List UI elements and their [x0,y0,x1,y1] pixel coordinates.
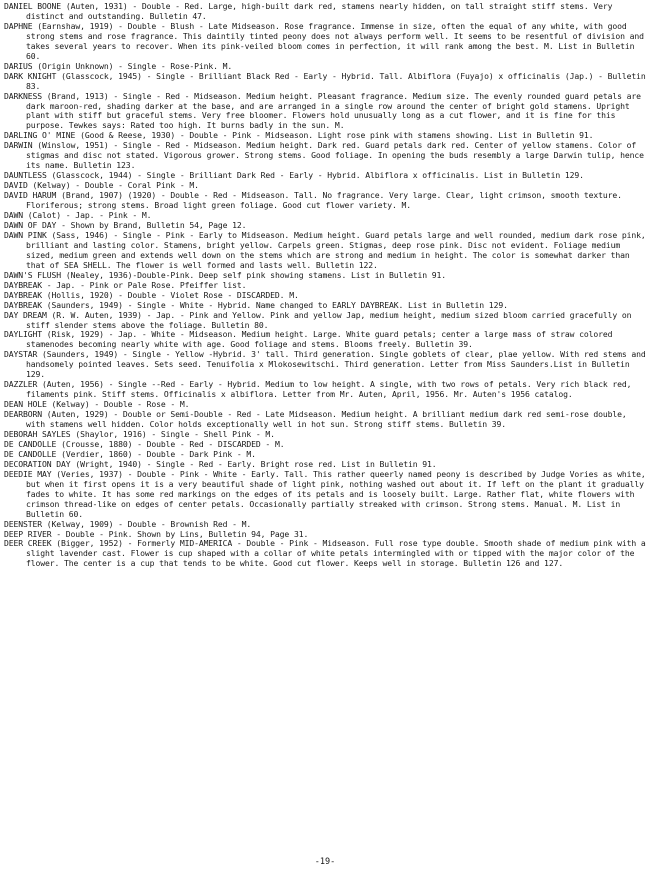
entry-description: (Auten, 1931) - Double - Red. Large, high-built dark red, stamens nearly hidden, on tall straight stiff stems. Very distinct and outstanding. Bulletin 47. [26,1,613,21]
entry-description: (Calot) - Jap. - Pink - M. [27,210,152,221]
peony-entry [4,410,646,430]
cultivar-name: DAVID HARUM [4,190,57,201]
entry-description: (Bigger, 1952) - Formerly MID-AMERICA - Double - Pink - Midseason. Full rose type double. Smooth shade of medium pink with a slight lavender cast. Flower is cup shaped with a collar of white petals intermingled with or tipped with the major color of the flower. The center is a cup that tends to be white. Good cut flower. Keeps well in storage. Bulletin 126 and 127. [26,538,646,569]
peony-entry [4,539,646,569]
entry-description: (Earnshaw, 1919) - Double - Blush - Late Midseason. Rose fragrance. Immense in size, often the equal of any white, with good strong stems and rose fragrance. This daintily tinted peony does not always perform well. It seems to be resentful of division and takes several years to recover. When its pink-veiled bloom comes in perfection, it will rank among the best. M. List in Bulletin 60. [26,20,644,61]
peony-entry [4,380,646,400]
peony-entry [4,2,646,22]
cultivar-name: DAWN [4,210,24,221]
entry-description: (Auten, 1956) - Single --Red - Early - Hybrid. Medium to low height. A single, with two rows of petals. Very rich black red, filaments pink. Stiff stems. Officinalis x albiflora. Letter from Mr. Auten, April, 1956. Mr. Auten's 1956 catalog. [26,379,632,400]
cultivar-name: DEEDIE MAY [4,468,52,479]
entry-description: (Hollis, 1920) - Double - Violet Rose - DISCARDED. M. [46,289,299,300]
cultivar-name: DAUNTLESS [4,170,47,181]
cultivar-name: DAVID [4,180,28,191]
entry-description: - Shown by Brand, Bulletin 54, Page 12. [61,219,247,230]
entry-description: (Auten, 1929) - Double or Semi-Double - Red - Late Midseason. Medium height. A brilliant medium dark red semi-rose double, with stamens well hidden. Color holds exceptionally well in hot sun. Strong stiff stems. Bulletin 39. [26,409,627,430]
page-body [4,2,646,569]
cultivar-name: DAY DREAM [4,309,47,320]
cultivar-name: DAPHNE [4,20,33,31]
peony-entry [4,22,646,62]
cultivar-name: DEAN HOLE [4,399,47,410]
cultivar-name: DAYBREAK [4,299,43,310]
cultivar-name: DAYLIGHT [4,329,43,340]
cultivar-name: DARLING O' MINE [4,130,76,141]
entry-description: (Origin Unknown) - Single - Rose-Pink. M. [37,60,233,71]
cultivar-name: DEEP RIVER [4,528,52,539]
entry-description: (Brand, 1913) - Single - Red - Midseason. Medium height. Pleasant fragrance. Medium size. The evenly rounded guard petals are dark maroon-red, shading darker at the base, and are arranged in a single row around the center of bright gold stamens. Upright plant with stiff but graceful stems. Very free bloomer. Flowers hold unusually long as a cut flower, and it is fine for this purpose. Tewkes says: Rated too high. It burns badly in the sun. M. [26,90,641,131]
entry-description: - Jap. - Pink or Pale Rose. Pfeiffer list. [46,279,247,290]
cultivar-name: DAYBREAK [4,279,43,290]
entry-description: (Glasscock, 1944) - Single - Brilliant Dark Red - Early - Hybrid. Albiflora x officinalis. List in Bulletin 129. [51,170,584,181]
entry-description: (Saunders, 1949) - Single - Yellow -Hybrid. 3' tall. Third generation. Single goblets of clear, plae yellow. With red stems and handsomely pointed leaves. Sets seed. Tenuifolia x Mlokosewitschi. Third generation. Letter from Miss Saunders.List in Bulletin 129. [26,349,646,380]
cultivar-name: DECORATION DAY [4,458,71,469]
entry-description: (Saunders, 1949) - Single - White - Hybrid. Name changed to EARLY DAYBREAK. List in Bulletin 129. [46,299,508,310]
peony-entry [4,470,646,520]
cultivar-name: DEER CREEK [4,538,52,549]
cultivar-name: DE CANDOLLE [4,448,57,459]
entry-description: (Kelway) - Double - Rose - M. [51,399,190,410]
entry-description: - Double - Pink. Shown by Lins, Bulletin 94, Page 31. [56,528,309,539]
entry-description: (Kelway) - Double - Coral Pink - M. [32,180,199,191]
cultivar-name: DE CANDOLLE [4,438,57,449]
entry-description: (Good & Reese, 1930) - Double - Pink - Midseason. Light rose pink with stamens showing. List in Bulletin 91. [80,130,594,141]
peony-entry [4,330,646,350]
entry-description: (Glasscock, 1945) - Single - Brilliant Black Red - Early - Hybrid. Tall. Albiflora (Fuyajo) x officinalis (Jap.) - Bulletin 83. [26,70,646,91]
entry-description: (Risk, 1929) - Jap. - White - Midseason. Medium height. Large. White guard petals; center a large mass of straw colored stamenodes becoming nearly white with age. Good foliage and stems. Blooms freely. Bulletin 39. [26,329,613,350]
cultivar-name: DAWN OF DAY [4,219,57,230]
peony-entry [4,350,646,380]
cultivar-name: DEARBORN [4,409,43,420]
entry-description: (Brand, 1907) (1920) - Double - Red - Midseason. Tall. No fragrance. Very large. Clear, light crimson, smooth texture. Floriferous; strong stems. Broad light green foliage. Good cut flower variety. M. [26,190,622,211]
entry-description: (Veries, 1937) - Double - Pink - White - Early. Tall. This rather queerly named peony is described by Judge Vories as white, but when it first opens it is a very beautiful shade of light pink, nothing washed out about it. If left on the plant it gradually fades to white. It has some red markings on the edges of its petals and is loosely built. Large. Rather flat, white flowers with crimson thread-like on edges of center petals. Occasionally partially streaked with crimson. Strong stems. Manual. M. List in Bulletin 60. [26,468,646,519]
entry-description: (R. W. Auten, 1939) - Jap. - Pink and Yellow. Pink and yellow Jap, medium height, medium sized bloom carried gracefully on stiff slender stems above the foliage. Bulletin 80. [26,309,632,330]
cultivar-name: DARKNESS [4,90,43,101]
peony-entry [4,311,646,331]
peony-entry [4,231,646,271]
entry-description: (Crousse, 1880) - Double - Red - DISCARDED - M. [61,438,285,449]
cultivar-name: DAYBREAK [4,289,43,300]
peony-entry [4,72,646,92]
entry-description: (Nealey, 1936)-Double-Pink. Deep self pink showing stamens. List in Bulletin 91. [65,269,447,280]
entry-description: (Verdier, 1860) - Double - Dark Pink - M. [61,448,256,459]
cultivar-name: DAWN PINK [4,229,47,240]
cultivar-name: DAZZLER [4,379,38,390]
entry-description: (Winslow, 1951) - Single - Red - Midseason. Medium height. Dark red. Guard petals dark red. Center of yellow stamens. Color of stigmas and disc not stated. Vigorous grower. Strong stems. Good foliage. In opening the buds resembly a large Darwin tulip, hence its name. Bulletin 123. [26,140,644,171]
cultivar-name: DAYSTAR [4,349,38,360]
cultivar-name: DARIUS [4,60,33,71]
peony-entry [4,92,646,132]
peony-entry [4,141,646,171]
cultivar-name: DEENSTER [4,518,43,529]
cultivar-name: DEBORAH SAYLES [4,428,71,439]
entry-description: (Kelway, 1909) - Double - Brownish Red - M. [46,518,252,529]
entry-description: (Shaylor, 1916) - Single - Shell Pink - M. [75,428,275,439]
page-number: -19- [314,857,336,867]
cultivar-name: DANIEL BOONE [4,1,62,11]
cultivar-name: DARK KNIGHT [4,70,57,81]
cultivar-name: DARWIN [4,140,33,151]
entry-description: (Sass, 1946) - Single - Pink - Early to Midseason. Medium height. Guard petals large and well rounded, medium dark rose pink, brilliant and lasting color. Stamens, bright yellow. Carpels green. Stigmas, deep rose pink. Disc not evident. Foliage medium sized, medium green and extends well down on the stems which are strong and medium in height. The color is somewhat darker than that of SEA SHELL. The flower is well formed and lasts well. Bulletin 122. [26,229,646,270]
peony-entry [4,191,646,211]
entry-description: (Wright, 1940) - Single - Red - Early. Bright rose red. List in Bulletin 91. [75,458,437,469]
cultivar-name: DAWN'S FLUSH [4,269,62,280]
